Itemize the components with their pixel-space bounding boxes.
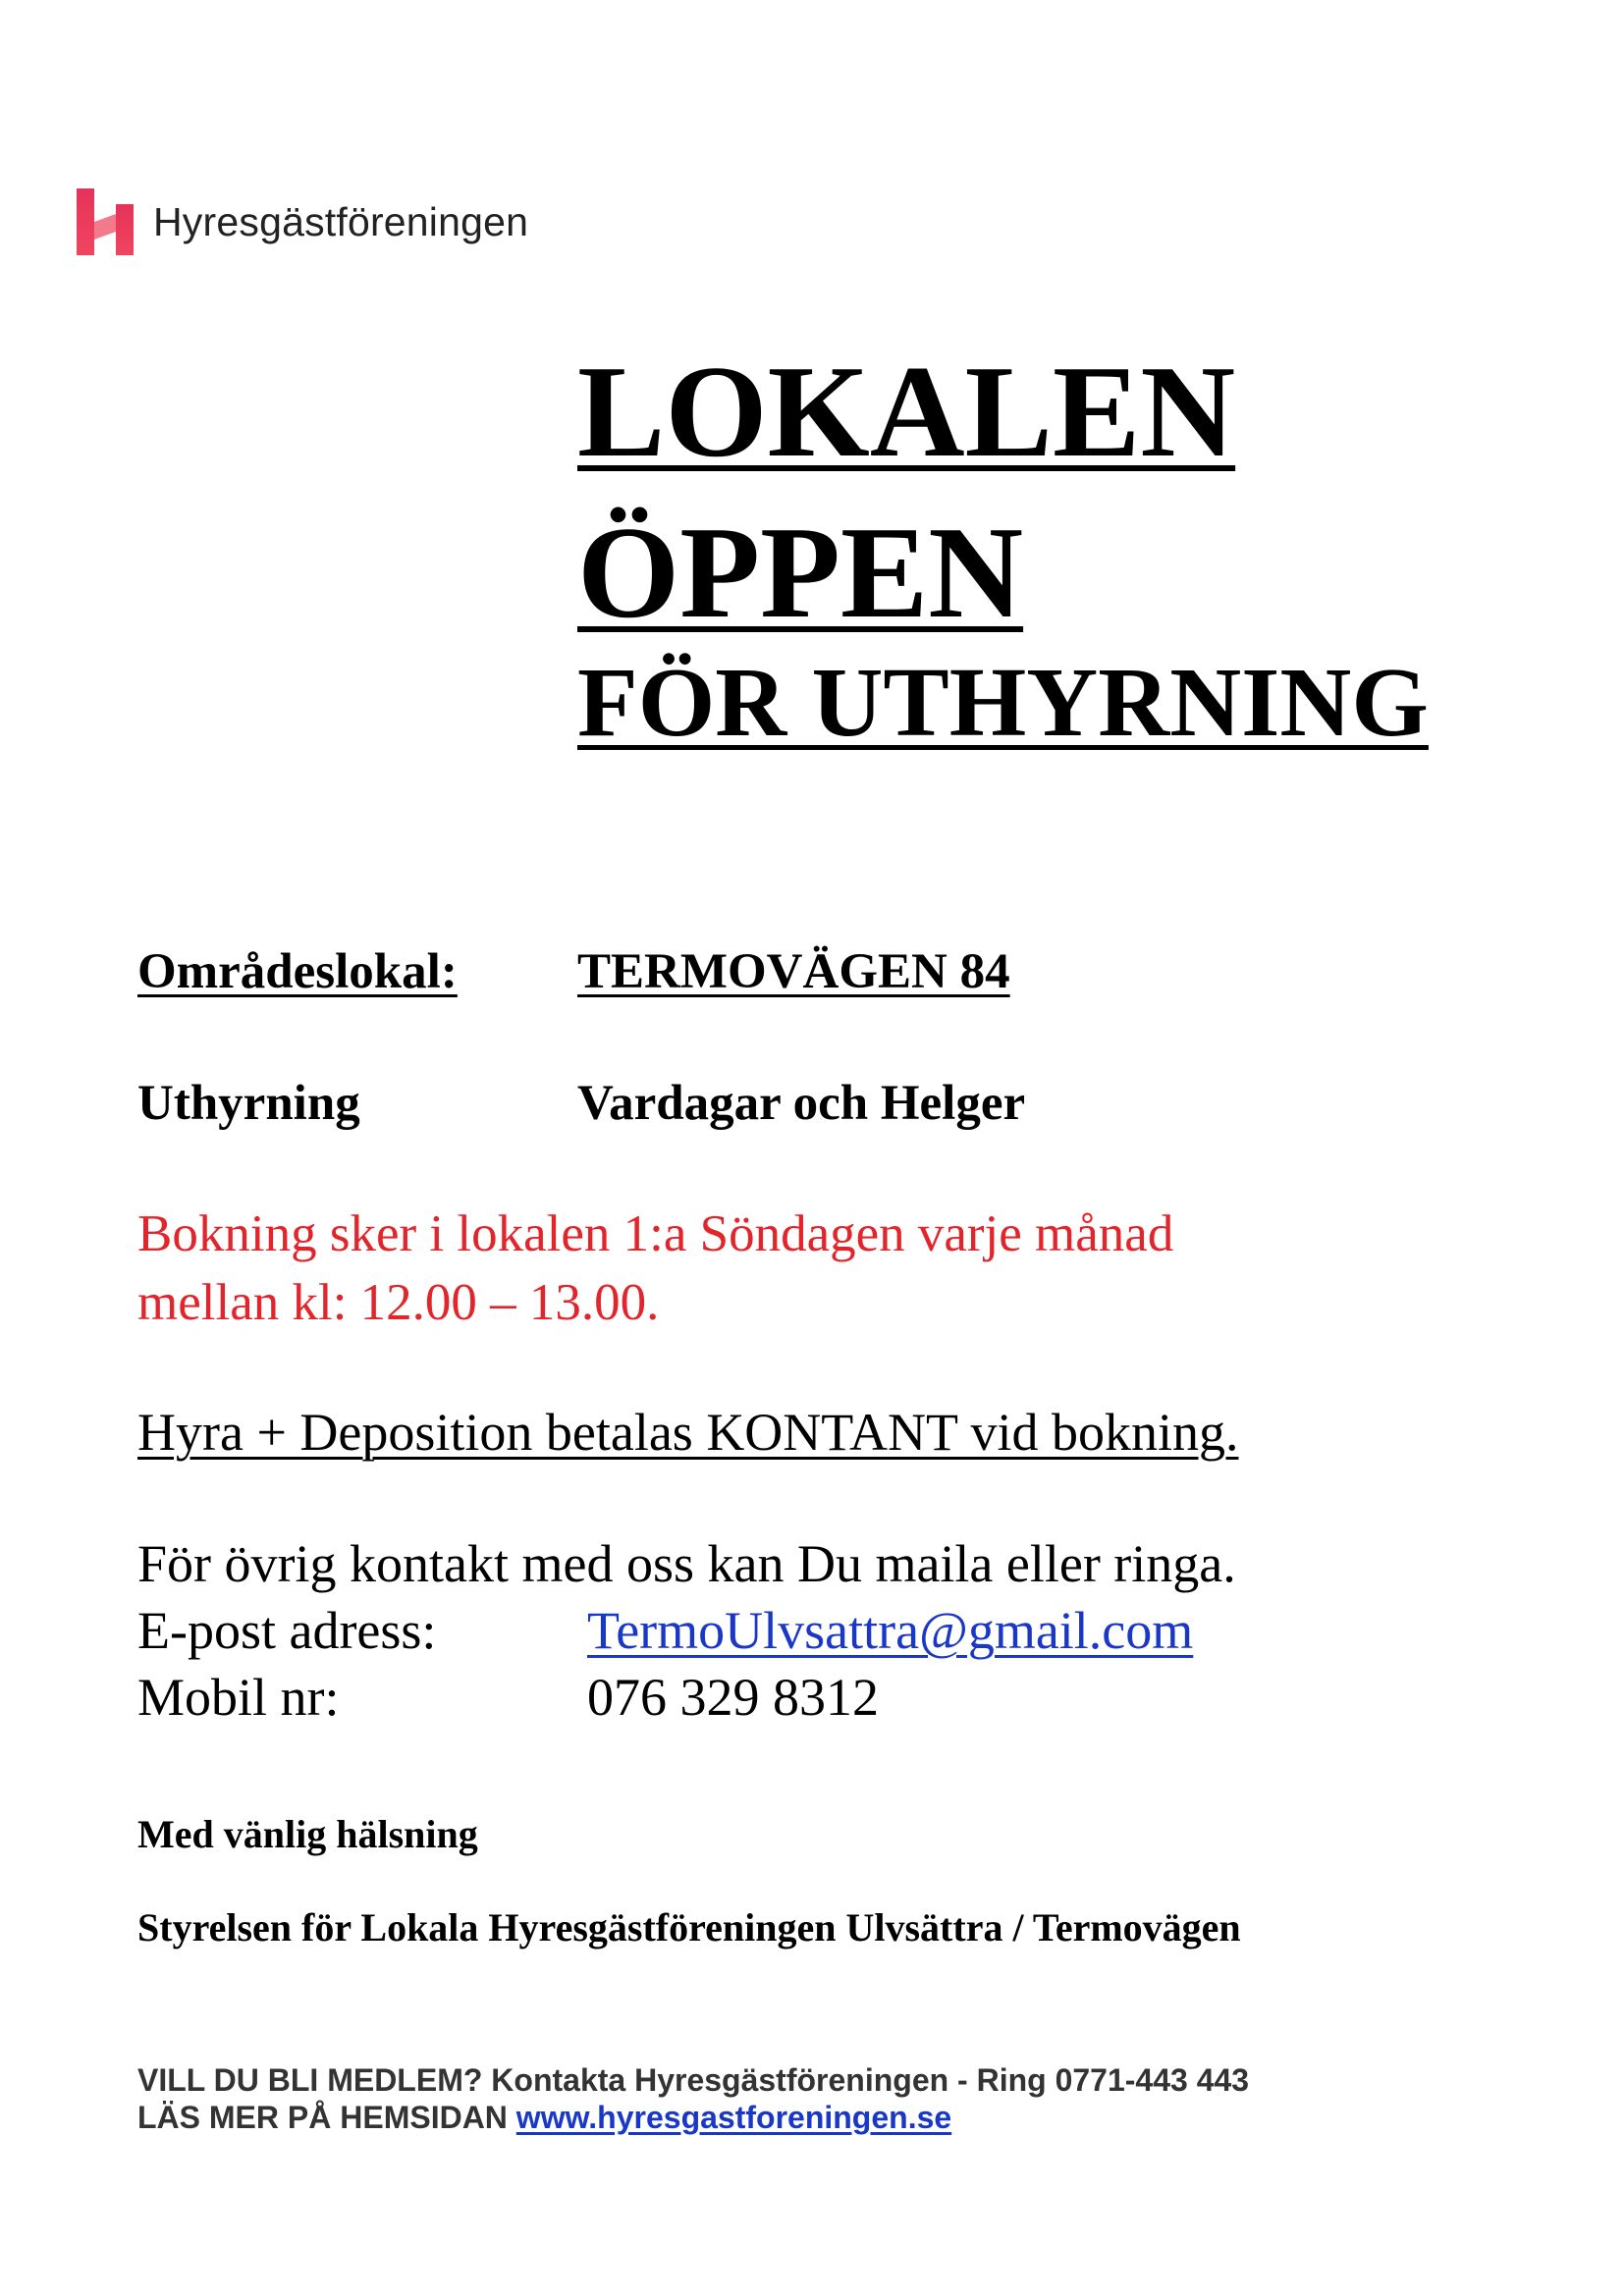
booking-line-1: Bokning sker i lokalen 1:a Söndagen varje månad xyxy=(137,1205,1174,1262)
footer-website-link[interactable]: www.hyresgastforeningen.se xyxy=(515,2100,952,2135)
payment-note: Hyra + Deposition betalas KONTANT vid bokning. xyxy=(137,1403,1239,1462)
brand-name: Hyresgästföreningen xyxy=(153,198,529,244)
contact-intro: För övrig kontakt med oss kan Du maila eller ringa. xyxy=(137,1534,1236,1593)
email-link[interactable]: TermoUlvsattra@gmail.com xyxy=(587,1601,1194,1660)
location-underline-gap xyxy=(489,947,577,997)
email-label: E-post adress: xyxy=(137,1601,437,1660)
headline-line-2: ÖPPEN xyxy=(577,500,1024,645)
location-label: Områdeslokal: xyxy=(137,944,458,999)
footer-membership: VILL DU BLI MEDLEM? Kontakta Hyresgästföreningen - Ring 0771-443 443 xyxy=(137,2062,1250,2098)
brand-logo xyxy=(77,188,528,255)
headline-line-1: LOKALEN xyxy=(577,339,1236,484)
location-value: TERMOVÄGEN 84 xyxy=(577,944,1010,999)
footer-website-line xyxy=(137,2102,951,2133)
phone-value: 076 329 8312 xyxy=(587,1668,879,1727)
headline-line-3: FÖR UTHYRNING xyxy=(577,647,1429,757)
closing-greeting: Med vänlig hälsning xyxy=(137,1812,478,1856)
rental-label: Uthyrning xyxy=(137,1076,360,1131)
phone-label: Mobil nr: xyxy=(137,1668,340,1727)
h-logo-icon xyxy=(77,188,134,255)
booking-line-2: mellan kl: 12.00 – 13.00. xyxy=(137,1274,660,1331)
footer-website-prefix: LÄS MER PÅ HEMSIDAN xyxy=(137,2100,508,2135)
closing-signature: Styrelsen för Lokala Hyresgästföreningen Ulvsättra / Termovägen xyxy=(137,1905,1241,1949)
rental-value: Vardagar och Helger xyxy=(577,1076,1026,1131)
